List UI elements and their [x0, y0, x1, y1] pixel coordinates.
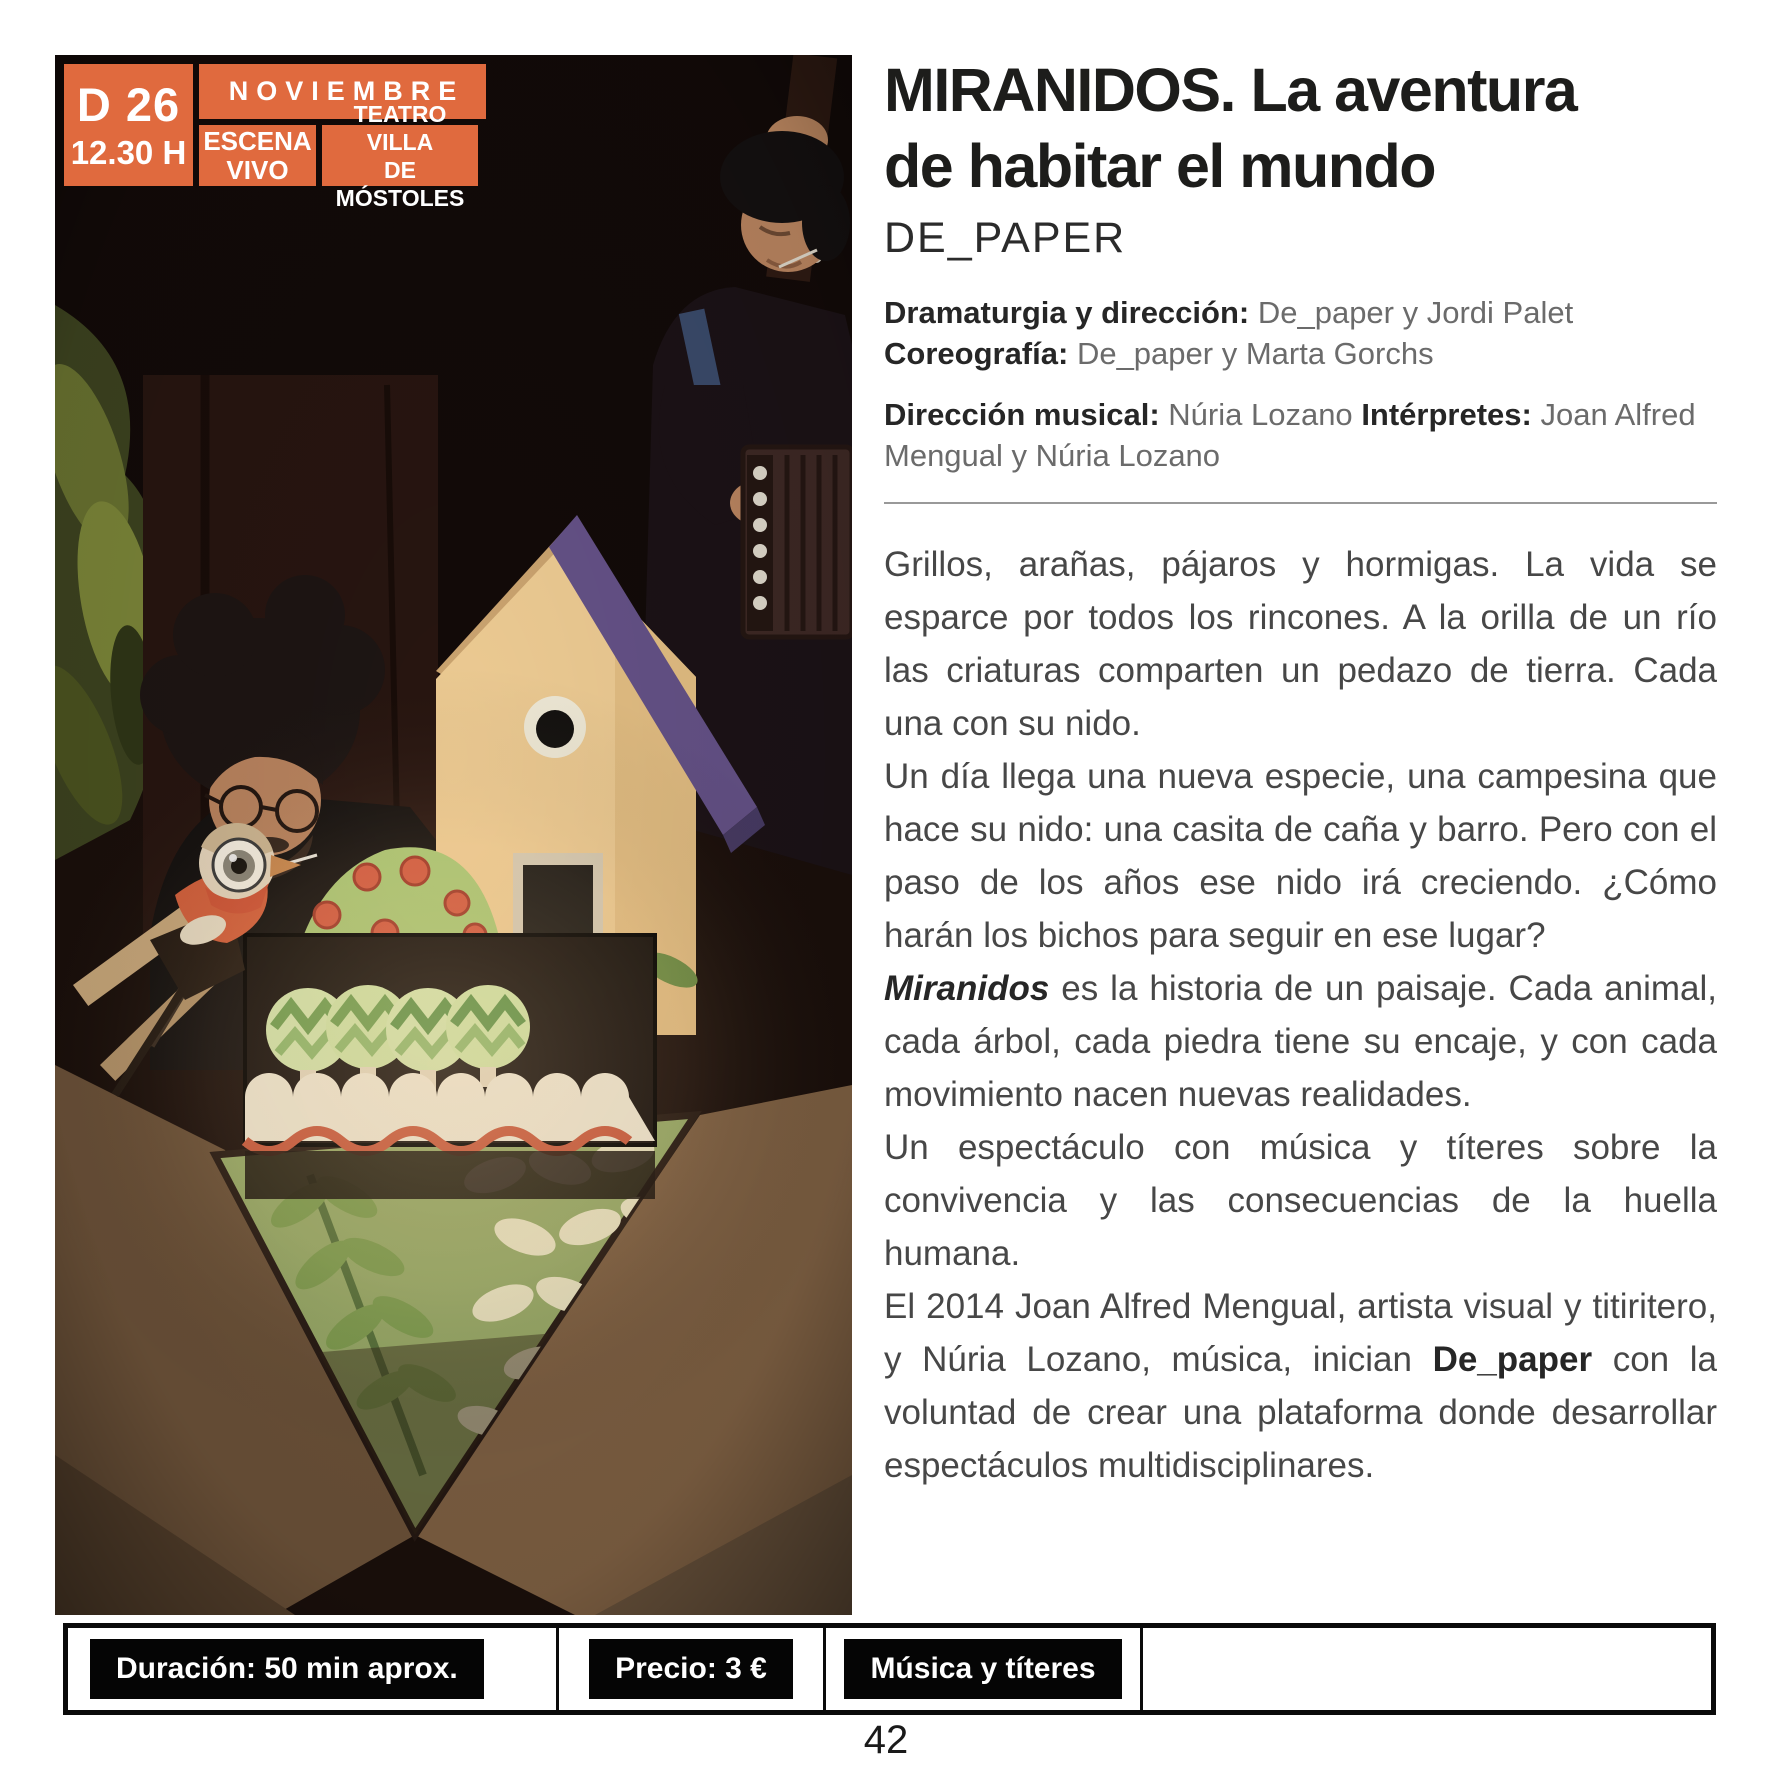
show-title-inline: Miranidos	[884, 969, 1050, 1008]
production-photo	[55, 55, 852, 1615]
credit-choreography: Coreografía: De_paper y Marta Gorchs	[884, 336, 1434, 371]
synopsis-paragraph: Un día llega una nueva especie, una campesina que hace su nido: una casita de caña y barro. Pero con el paso de los años ese nido irá creciendo. ¿Cómo harán los bichos para seguir en ese lugar?	[884, 757, 1717, 955]
company-name-inline: De_paper	[1432, 1340, 1593, 1379]
date-label: D 26	[76, 77, 181, 131]
company-name: DE_PAPER	[884, 214, 1127, 262]
duration-badge: Duración: 50 min aprox.	[90, 1639, 484, 1699]
stage-photo-illustration	[55, 55, 852, 1615]
synopsis-paragraph: Grillos, arañas, pájaros y hormigas. La vida se esparce por todos los rincones. A la orilla de un río las criaturas comparten un pedazo de tierra. Cada una con su nido.	[884, 545, 1717, 743]
price-badge: Precio: 3 €	[589, 1639, 793, 1699]
program-label-line2: VIVO	[226, 154, 289, 185]
synopsis	[884, 538, 1717, 1492]
synopsis-paragraph: Miranidos es la historia de un paisaje. Cada animal, cada árbol, cada piedra tiene su encaje, y con cada movimiento nacen nuevas realidades.	[884, 969, 1717, 1114]
program-label-line1: ESCENA	[203, 125, 312, 156]
info-strip	[63, 1623, 1716, 1715]
duration-cell	[68, 1628, 559, 1710]
section-divider	[884, 502, 1717, 504]
credit-dramaturgy: Dramaturgia y dirección: De_paper y Jordi Palet	[884, 295, 1574, 330]
venue-label-line1: TEATRO VILLA	[353, 100, 447, 155]
event-details	[884, 52, 1717, 1492]
genre-cell	[826, 1628, 1143, 1710]
month-label: NOVIEMBRE	[228, 75, 465, 106]
venue-badge	[322, 100, 478, 211]
time-label: 12.30 H	[70, 133, 187, 171]
synopsis-paragraph: Un espectáculo con música y títeres sobre la convivencia y las consecuencias de la huella humana.	[884, 1128, 1717, 1273]
genre-badge: Música y títeres	[844, 1639, 1121, 1699]
page-number: 42	[863, 1718, 909, 1762]
page-title: MIRANIDOS. La aventura de habitar el mundo	[884, 56, 1577, 200]
price-cell	[559, 1628, 826, 1710]
program-badge	[199, 125, 316, 186]
empty-cell	[1143, 1628, 1711, 1710]
credits	[884, 292, 1717, 476]
date-time-badge	[64, 64, 193, 186]
venue-label-line2: DE MÓSTOLES	[335, 156, 465, 211]
synopsis-paragraph: El 2014 Joan Alfred Mengual, artista visual y titiritero, y Núria Lozano, música, inician De_paper con la voluntad de crear una plataforma donde desarrollar espectáculos multidisciplinares.	[884, 1287, 1717, 1485]
credit-music-performers: Dirección musical: Núria Lozano Intérpretes: Joan Alfred Mengual y Núria Lozano	[884, 397, 1696, 473]
